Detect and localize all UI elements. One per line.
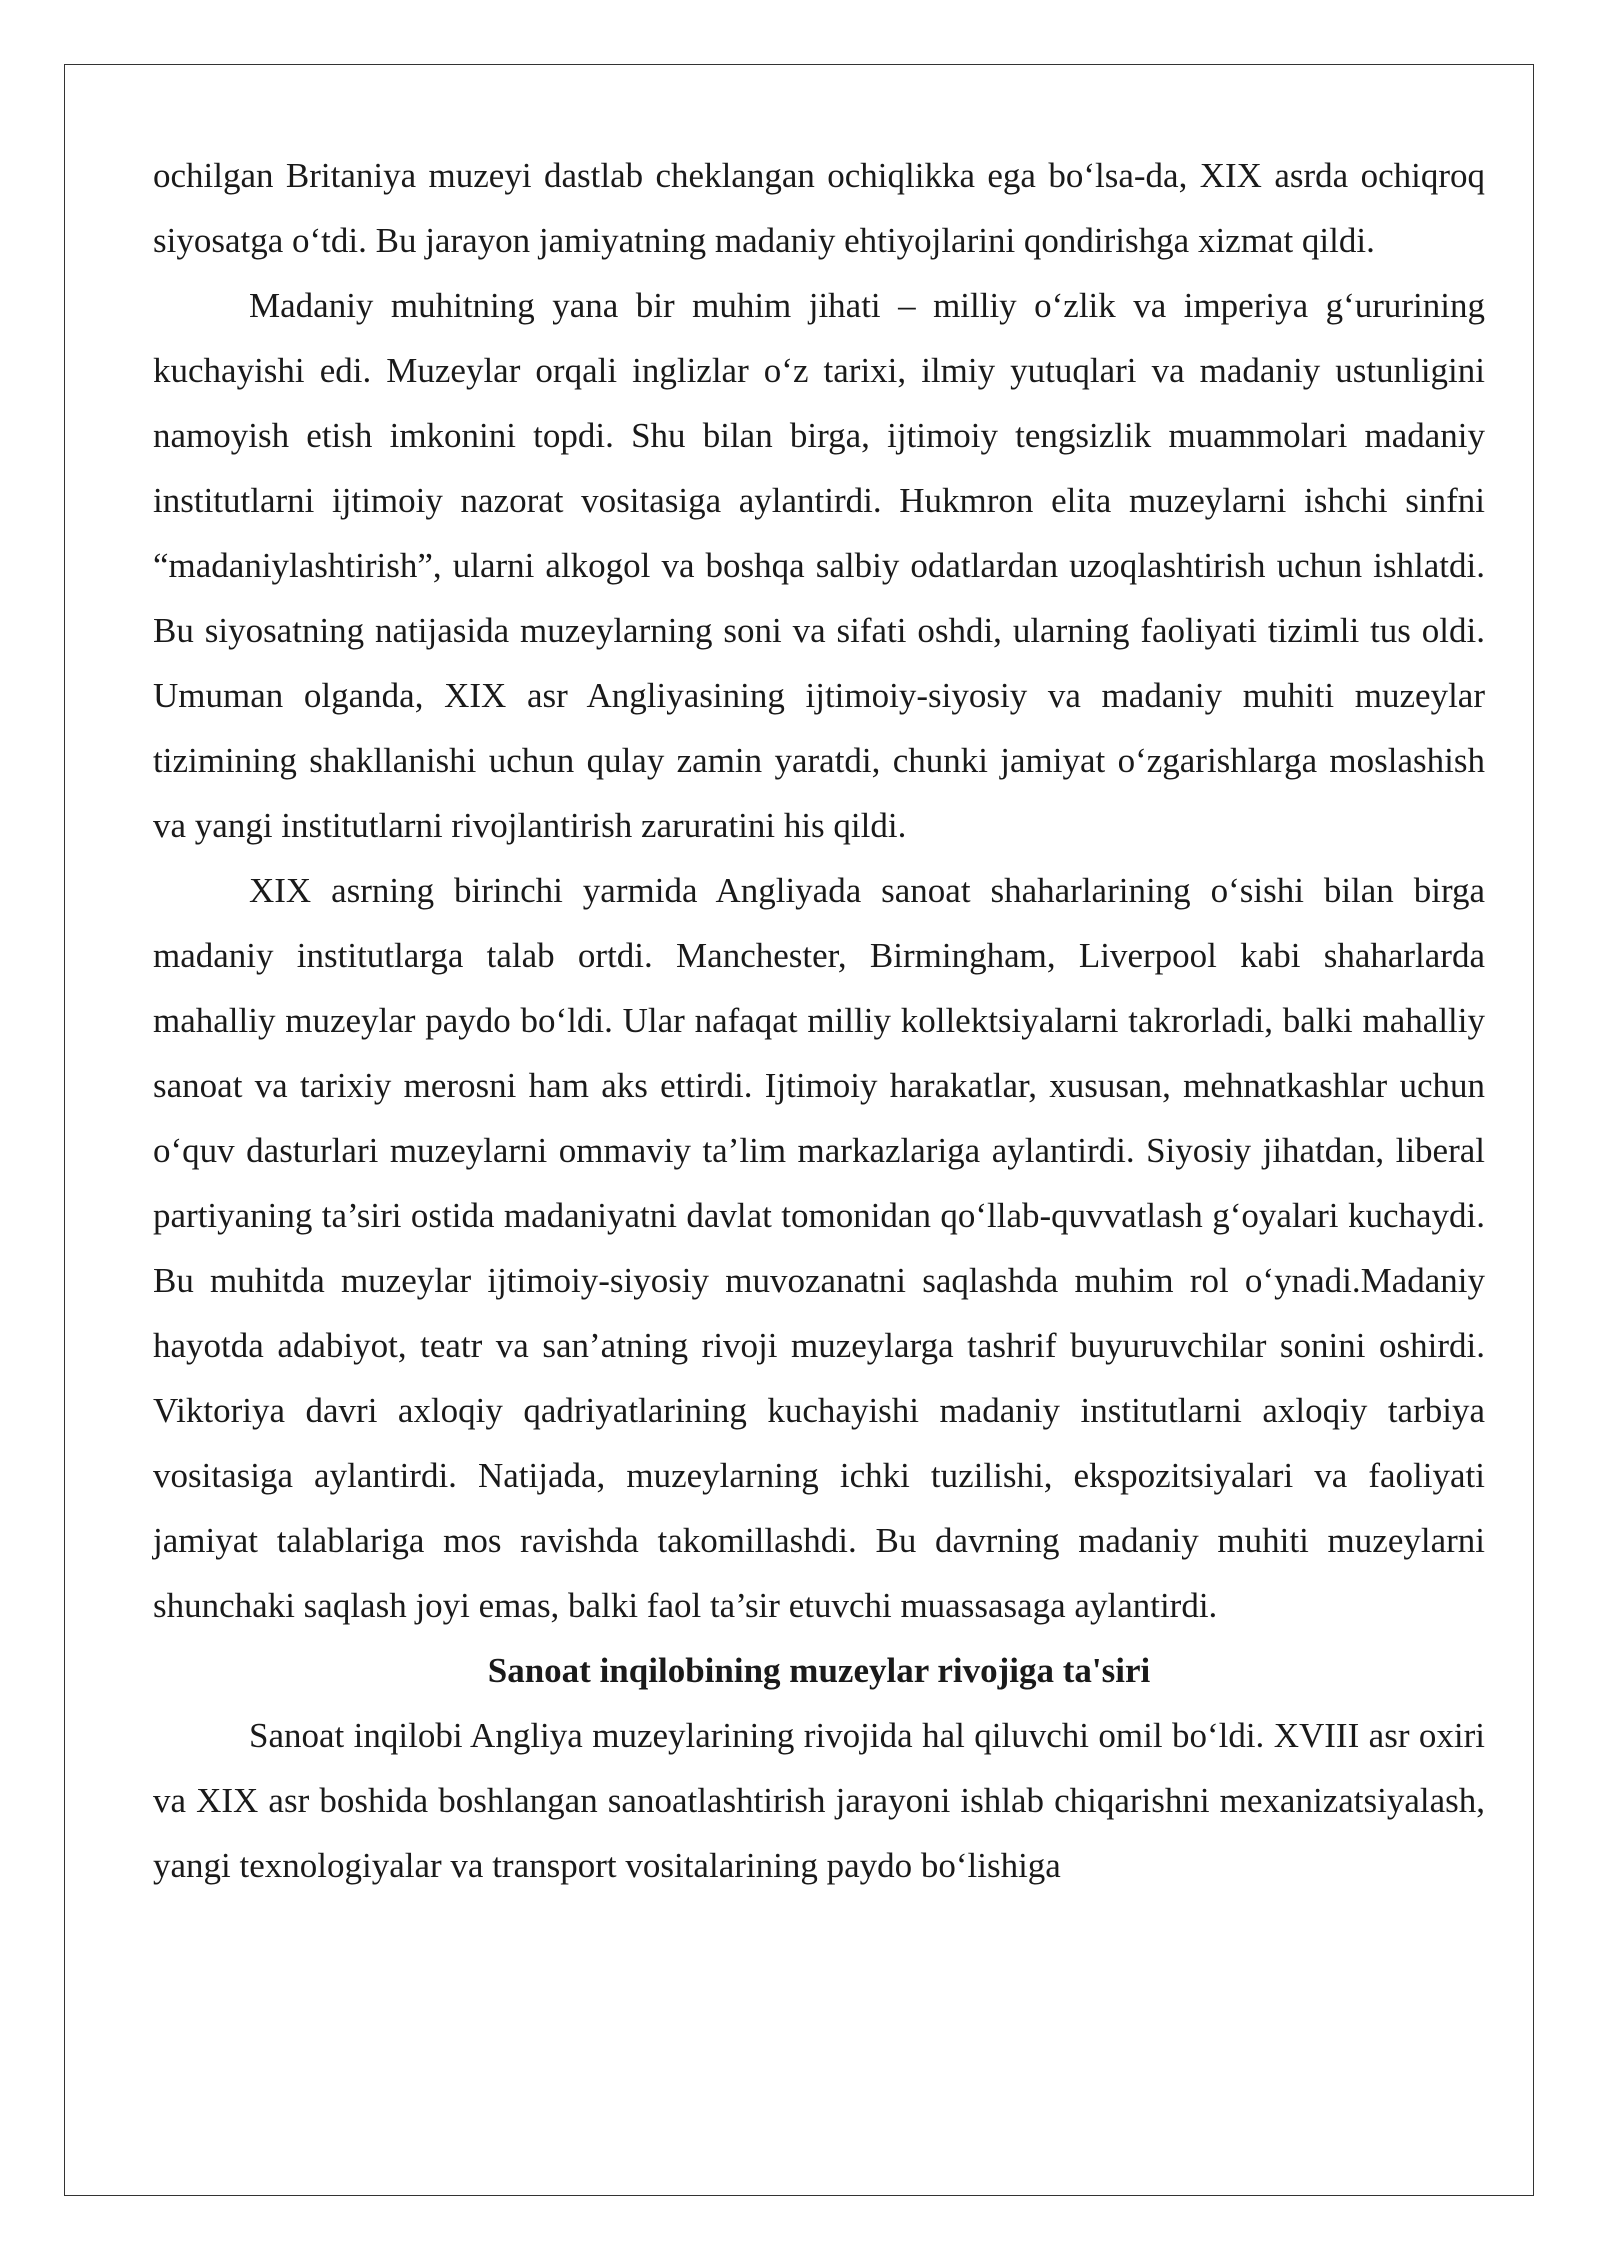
paragraph-industrial-cities: XIX asrning birinchi yarmida Angliyada sanoat shaharlarining o‘sishi bilan birga madaniy institutlarga talab ortdi. Manchester, Birmingham, Liverpool kabi shaharlarda mahalliy muzeylar paydo bo‘ldi. Ular nafaqat milliy kollektsiyalarni takrorladi, balki mahalliy sanoat va tarixiy merosni ham aks ettirdi. Ijtimoiy harakatlar, xususan, mehnatkashlar uchun o‘quv dasturlari muzeylarni ommaviy ta’lim markazlariga aylantirdi. Siyosiy jihatdan, liberal partiyaning ta’siri ostida madaniyatni davlat tomonidan qo‘llab-quvvatlash g‘oyalari kuchaydi. Bu muhitda muzeylar ijtimoiy-siyosiy muvozanatni saqlashda muhim rol o‘ynadi.Madaniy hayotda adabiyot, teatr va san’atning rivoji muzeylarga tashrif buyuruvchilar sonini oshirdi. Viktoriya davri axloqiy qadriyatlarining kuchayishi madaniy institutlarni axloqiy tarbiya vositasiga aylantirdi. Natijada, muzeylarning ichki tuzilishi, ekspozitsiyalari va faoliyati jamiyat talablariga mos ravishda takomillashdi. Bu davrning madaniy muhiti muzeylarni shunchaki saqlash joyi emas, balki faol ta’sir etuvchi muassasaga aylantirdi. (153, 871, 1485, 1625)
paragraph-cultural-environment: Madaniy muhitning yana bir muhim jihati – milliy o‘zlik va imperiya g‘ururining kuchayishi edi. Muzeylar orqali inglizlar o‘z tarixi, ilmiy yutuqlari va madaniy ustunligini namoyish etish imkonini topdi. Shu bilan birga, ijtimoiy tengsizlik muammolari madaniy institutlarni ijtimoiy nazorat vositasiga aylantirdi. Hukmron elita muzeylarni ishchi sinfni “madaniylashtirish”, ularni alkogol va boshqa salbiy odatlardan uzoqlashtirish uchun ishlatdi. Bu siyosatning natijasida muzeylarning soni va sifati oshdi, ularning faoliyati tizimli tus oldi. Umuman olganda, XIX asr Angliyasining ijtimoiy-siyosiy va madaniy muhiti muzeylar tizimining shakllanishi uchun qulay zamin yaratdi, chunki jamiyat o‘zgarishlarga moslashish va yangi institutlarni rivojlantirish zaruratini his qildi. (153, 286, 1485, 845)
paragraph-industrial-revolution: Sanoat inqilobi Angliya muzeylarining rivojida hal qiluvchi omil bo‘ldi. XVIII asr oxiri va XIX asr boshida boshlangan sanoatlashtirish jarayoni ishlab chiqarishni mexanizatsiyalash, yangi texnologiyalar va transport vositalarining paydo bo‘lishiga (153, 1716, 1485, 1885)
section-heading: Sanoat inqilobining muzeylar rivojiga ta'siri (487, 1651, 1151, 1690)
paragraph-continuation: ochilgan Britaniya muzeyi dastlab cheklangan ochiqlikka ega bo‘lsa-da, XIX asrda ochiqroq siyosatga o‘tdi. Bu jarayon jamiyatning madaniy ehtiyojlarini qondirishga xizmat qildi. (153, 156, 1485, 260)
document-body (153, 143, 1485, 1898)
